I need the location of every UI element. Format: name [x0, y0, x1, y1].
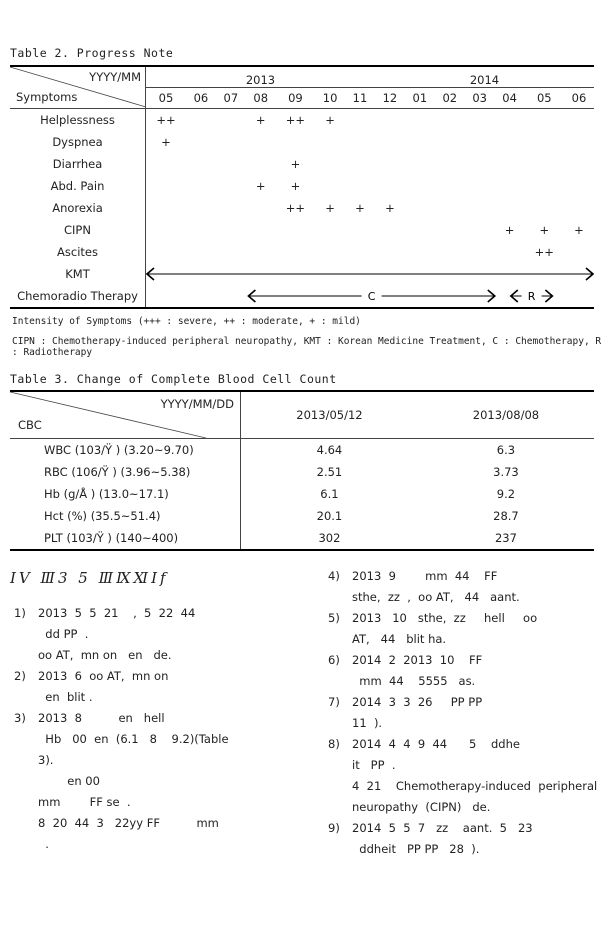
list-item — [324, 608, 598, 650]
kmt-timeline — [146, 263, 595, 285]
progress-note-table — [10, 65, 594, 309]
item-line: mm FF se . — [38, 795, 131, 809]
intensity-cell — [405, 219, 435, 241]
intensity-cell: + — [290, 157, 301, 171]
intensity-cell — [405, 197, 435, 219]
intensity-cell — [146, 241, 186, 263]
item-line: mm 44 5555 as. — [352, 674, 476, 688]
item-number: 4) — [328, 569, 340, 583]
intensity-cell — [495, 197, 525, 219]
intensity-cell — [465, 109, 495, 132]
list-item — [324, 566, 598, 608]
cbc-value: 6.1 — [320, 487, 339, 501]
intensity-cell: + — [539, 223, 550, 237]
cbc-value: 9.2 — [496, 487, 516, 501]
intensity-cell — [246, 241, 276, 263]
intensity-cell — [435, 131, 465, 153]
table-row — [10, 197, 594, 219]
intensity-cell — [405, 109, 435, 132]
table2-corner-top: YYYY/MM — [89, 70, 141, 84]
month-header: 02 — [442, 91, 458, 105]
item-number: 6) — [328, 653, 340, 667]
intensity-cell — [564, 153, 594, 175]
table-row — [10, 461, 594, 483]
intensity-cell — [276, 219, 315, 241]
intensity-cell: + — [255, 113, 266, 127]
radio-label: R — [527, 290, 536, 303]
intensity-cell: + — [574, 223, 584, 237]
intensity-cell — [495, 153, 525, 175]
cbc-value: 302 — [318, 531, 341, 545]
intensity-cell — [495, 109, 525, 132]
intensity-cell — [525, 109, 564, 132]
intensity-cell — [525, 153, 564, 175]
intensity-cell — [564, 175, 594, 197]
intensity-cell — [246, 131, 276, 153]
cbc-label: Hb (g/Å ) (13.0~17.1) — [10, 483, 241, 505]
intensity-cell — [315, 241, 345, 263]
intensity-cell — [405, 153, 435, 175]
symptom-label: Abd. Pain — [10, 175, 146, 197]
intensity-cell — [435, 153, 465, 175]
intensity-cell — [186, 197, 216, 219]
table-row — [10, 241, 594, 263]
table3-corner-top: YYYY/MM/DD — [160, 397, 234, 411]
month-header: 10 — [322, 91, 338, 105]
table3-date-1: 2013/05/12 — [241, 391, 418, 439]
item-line: 3). — [38, 753, 54, 767]
intensity-cell — [564, 197, 594, 219]
table-row — [10, 285, 594, 308]
item-line: en blit . — [38, 690, 93, 704]
month-header: 04 — [502, 91, 517, 105]
table-row — [10, 175, 594, 197]
table3-caption: Table 3. Change of Complete Blood Cell Count — [10, 372, 337, 386]
table-row — [10, 505, 594, 527]
symptom-label: Chemoradio Therapy — [10, 285, 146, 308]
symptom-label: Helplessness — [10, 109, 146, 132]
intensity-cell — [186, 219, 216, 241]
item-line: 2013 5 5 21 , 5 22 44 — [38, 606, 196, 620]
intensity-cell: + — [504, 223, 515, 237]
intensity-cell — [216, 175, 246, 197]
month-header: 03 — [472, 91, 487, 105]
section-heading: ⅠⅤ Ⅲ3 5 ⅢⅨⅪⅠf — [10, 569, 169, 587]
intensity-cell — [405, 241, 435, 263]
intensity-cell — [186, 109, 216, 132]
intensity-cell — [375, 219, 405, 241]
symptom-label: KMT — [10, 263, 146, 285]
table-row — [10, 439, 594, 462]
item-number: 5) — [328, 611, 340, 625]
chemoradio-timeline — [146, 285, 595, 308]
intensity-cell — [315, 131, 345, 153]
item-line: 2013 6 oo AT, mn on — [38, 669, 176, 683]
intensity-cell — [405, 131, 435, 153]
item-line: oo AT, mn on en de. — [38, 648, 172, 662]
intensity-cell — [435, 197, 465, 219]
item-line: 2013 10 sthe, zz hell oo — [352, 611, 538, 625]
item-line: en 00 — [38, 774, 152, 788]
item-line: 2014 2 2013 10 FF — [352, 653, 494, 667]
intensity-cell — [186, 241, 216, 263]
month-header: 09 — [288, 91, 303, 105]
month-header: 12 — [382, 91, 398, 105]
intensity-cell — [375, 131, 405, 153]
intensity-cell — [495, 131, 525, 153]
item-line: neuropathy (CIPN) de. — [352, 800, 491, 814]
cbc-value: 6.3 — [496, 443, 516, 457]
item-line: ddheit PP PP 28 ). — [352, 842, 480, 856]
item-line: 2013 9 mm 44 FF — [352, 569, 498, 583]
intensity-cell — [564, 109, 594, 132]
intensity-cell — [435, 241, 465, 263]
list-item — [324, 692, 598, 734]
item-line: sthe, zz , oo AT, 44 aant. — [352, 590, 520, 604]
table3-corner-bottom: CBC — [18, 418, 42, 432]
cbc-value: 2.51 — [316, 465, 343, 479]
intensity-cell — [465, 219, 495, 241]
list-item — [324, 734, 598, 818]
intensity-cell — [276, 241, 315, 263]
left-column — [10, 568, 284, 855]
intensity-cell: ++ — [285, 201, 306, 215]
table-row — [10, 263, 594, 285]
item-line: . — [38, 837, 49, 851]
intensity-cell: ++ — [156, 113, 176, 127]
intensity-cell — [216, 241, 246, 263]
intensity-cell — [246, 153, 276, 175]
intensity-cell — [216, 153, 246, 175]
cbc-value: 3.73 — [493, 465, 519, 479]
item-line: 11 ). — [352, 716, 383, 730]
intensity-cell: + — [161, 135, 171, 149]
intensity-cell — [276, 131, 315, 153]
intensity-cell — [315, 153, 345, 175]
intensity-cell — [216, 219, 246, 241]
item-line: 4 21 Chemotherapy-induced peripheral — [352, 779, 598, 793]
table-row — [10, 153, 594, 175]
table-row — [10, 131, 594, 153]
intensity-cell — [345, 131, 375, 153]
intensity-cell — [405, 175, 435, 197]
chemo-label: C — [367, 290, 376, 303]
intensity-cell — [315, 175, 345, 197]
intensity-cell — [435, 175, 465, 197]
intensity-cell — [186, 131, 216, 153]
table-row — [10, 219, 594, 241]
table2-corner — [10, 66, 146, 109]
intensity-cell — [315, 219, 345, 241]
item-number: 7) — [328, 695, 340, 709]
intensity-cell — [146, 219, 186, 241]
item-line: it PP . — [352, 758, 396, 772]
cbc-value: 28.7 — [493, 509, 519, 523]
item-line: AT, 44 blit ha. — [352, 632, 447, 646]
table2-corner-bottom: Symptoms — [16, 90, 78, 104]
month-header: 08 — [253, 91, 269, 105]
symptom-label: CIPN — [10, 219, 146, 241]
intensity-cell — [465, 241, 495, 263]
item-number: 2) — [14, 669, 26, 683]
intensity-cell — [246, 219, 276, 241]
intensity-cell — [345, 175, 375, 197]
intensity-cell — [345, 241, 375, 263]
list-item — [324, 650, 598, 692]
item-line: 2014 3 3 26 PP PP — [352, 695, 490, 709]
table2-note-intensity: Intensity of Symptoms (+++ : severe, ++ : moderate, + : mild) — [12, 316, 361, 327]
intensity-cell — [146, 153, 186, 175]
table2-caption: Table 2. Progress Note — [10, 46, 174, 60]
intensity-cell — [216, 109, 246, 132]
table-row — [10, 109, 594, 132]
month-header: 06 — [571, 91, 587, 105]
item-number: 9) — [328, 821, 340, 835]
intensity-cell — [146, 197, 186, 219]
intensity-cell — [375, 153, 405, 175]
intensity-cell — [525, 175, 564, 197]
item-number: 1) — [14, 606, 26, 620]
symptom-label: Diarrhea — [10, 153, 146, 175]
item-number: 3) — [14, 711, 26, 725]
intensity-cell — [146, 175, 186, 197]
cbc-value: 20.1 — [316, 509, 343, 523]
list-item — [324, 818, 598, 860]
intensity-cell — [465, 175, 495, 197]
intensity-cell: + — [325, 113, 335, 127]
cbc-value: 237 — [494, 531, 517, 545]
table-row — [10, 527, 594, 550]
intensity-cell — [465, 197, 495, 219]
intensity-cell — [186, 153, 216, 175]
intensity-cell — [345, 109, 375, 132]
intensity-cell — [465, 153, 495, 175]
intensity-cell — [216, 131, 246, 153]
intensity-cell — [564, 241, 594, 263]
month-header: 07 — [223, 91, 239, 105]
year-2013: 2013 — [146, 66, 375, 88]
list-item — [10, 603, 284, 666]
month-header: 06 — [193, 91, 209, 105]
cbc-label: RBC (106/Ÿ ) (3.96~5.38) — [10, 461, 241, 483]
intensity-cell — [375, 109, 405, 132]
intensity-cell — [246, 197, 276, 219]
table3-date-2: 2013/08/08 — [418, 391, 594, 439]
cbc-table — [10, 390, 594, 551]
intensity-cell: + — [385, 201, 395, 215]
item-line: Hb 00 en (6.1 8 9.2)(Table — [38, 732, 229, 746]
year-2014: 2014 — [375, 66, 594, 88]
item-line: 2014 5 5 7 zz aant. 5 23 — [352, 821, 533, 835]
intensity-cell — [345, 219, 375, 241]
intensity-cell: + — [255, 179, 266, 193]
intensity-cell: + — [325, 201, 335, 215]
list-item — [10, 708, 284, 855]
right-column — [324, 566, 598, 860]
intensity-cell — [375, 241, 405, 263]
intensity-cell — [345, 153, 375, 175]
intensity-cell — [435, 109, 465, 132]
intensity-cell — [465, 131, 495, 153]
item-line: 2013 8 en hell — [38, 711, 172, 725]
intensity-cell — [495, 175, 525, 197]
cbc-label: PLT (103/Ÿ ) (140~400) — [10, 527, 241, 550]
intensity-cell — [564, 131, 594, 153]
intensity-cell — [216, 197, 246, 219]
intensity-cell: + — [290, 179, 301, 193]
list-item — [10, 666, 284, 708]
cbc-value: 4.64 — [316, 443, 343, 457]
cbc-label: Hct (%) (35.5~51.4) — [10, 505, 241, 527]
intensity-cell: ++ — [534, 245, 554, 259]
item-number: 8) — [328, 737, 340, 751]
month-header: 05 — [158, 91, 174, 105]
intensity-cell — [525, 197, 564, 219]
month-header: 05 — [536, 91, 552, 105]
symptom-label: Dyspnea — [10, 131, 146, 153]
month-header: 11 — [352, 91, 368, 105]
intensity-cell — [375, 175, 405, 197]
intensity-cell — [186, 175, 216, 197]
item-line: 2014 4 4 9 44 5 ddhe — [352, 737, 520, 751]
symptom-label: Anorexia — [10, 197, 146, 219]
item-line: 8 20 44 3 22yy FF mm — [38, 816, 219, 830]
intensity-cell: ++ — [285, 113, 306, 127]
intensity-cell — [525, 131, 564, 153]
intensity-cell — [435, 219, 465, 241]
table2-note-abbrev: CIPN : Chemotherapy-induced peripheral neuropathy, KMT : Korean Medicine Treatment, C : Chemotherapy, R : Radiotherapy — [12, 336, 602, 358]
month-header: 01 — [412, 91, 428, 105]
symptom-label: Ascites — [10, 241, 146, 263]
table-row — [10, 483, 594, 505]
intensity-cell: + — [355, 201, 365, 215]
item-line: dd PP . — [38, 627, 89, 641]
cbc-label: WBC (103/Ÿ ) (3.20~9.70) — [10, 439, 241, 462]
intensity-cell — [495, 241, 525, 263]
table3-corner — [10, 391, 241, 439]
